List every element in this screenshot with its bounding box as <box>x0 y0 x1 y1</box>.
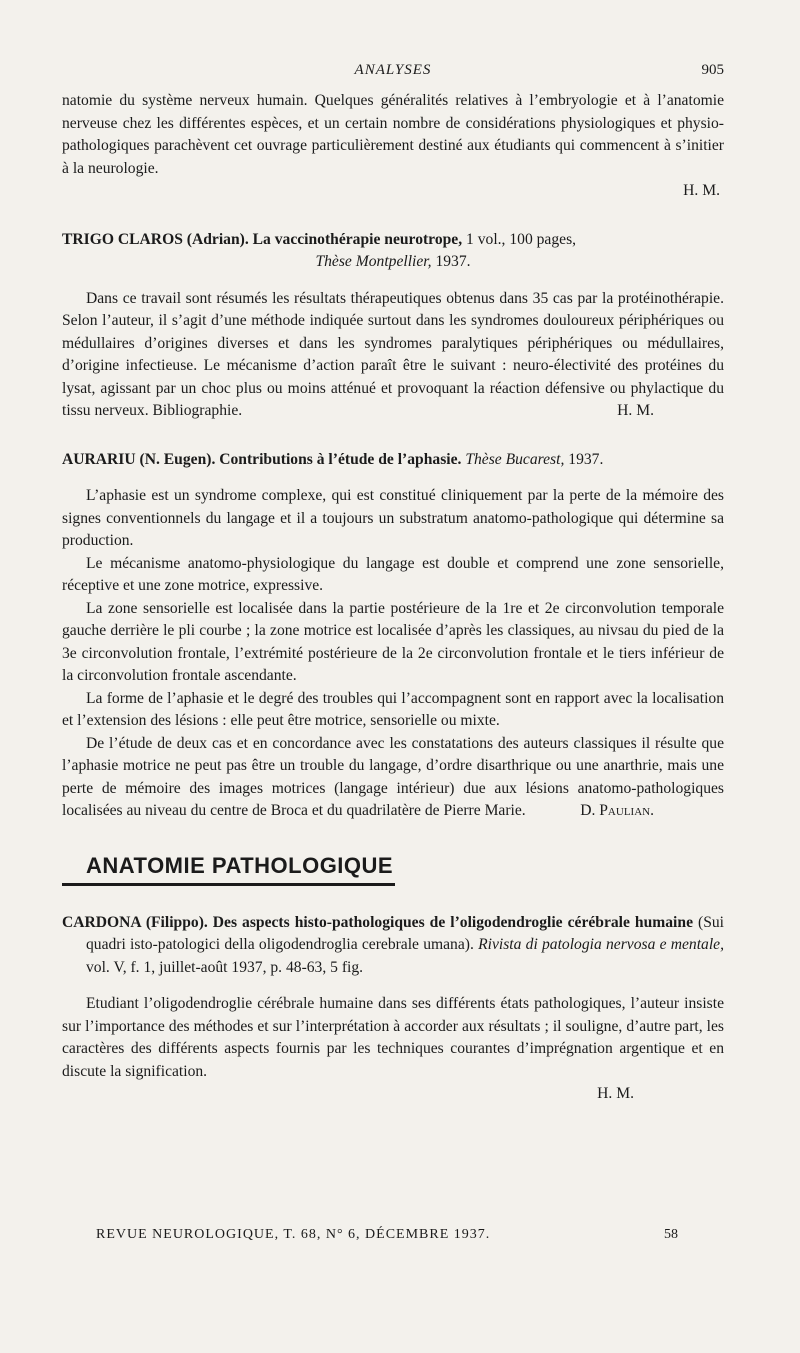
entry-author: AURARIU (N. Eugen). <box>62 450 216 468</box>
paragraph: L’aphasie est un syndrome complexe, qui est constitué cliniquement par la perte de la mémoire des signes conventionnels du langage et il a toujours un substratum anatomo-pathologique qui détermine sa production. <box>62 487 724 549</box>
entry-title: Contributions à l’étude de l’aphasie. <box>219 450 462 468</box>
signature: H. M. <box>617 402 654 419</box>
entry-heading <box>62 912 724 980</box>
entry-text: Etudiant l’oligodendroglie cérébrale humaine dans ses différents états pathologiques, l’auteur insiste sur l’importance des méthodes et sur l’interprétation à accorder aux résultats ; il souligne, d’autre part, les caractères des différents aspects fournis par les techniques courantes d’imprégnation argentique et en discute la signification. <box>62 995 724 1080</box>
entry-translation: (Sui quadri isto-patologici della oligodendroglia cerebrale umana). <box>86 913 724 953</box>
page-footer <box>96 1227 678 1243</box>
paragraph: De l’étude de deux cas et en concordance avec les constatations des auteurs classiques il résulte que l’aphasie motrice ne peut pas être un trouble du langage, d’ordre disarthrique ou une anarthrie, mais une perte de mémoire des images motrices (langage intérieur) due aux lésions anatomo-pathologiques localisées au niveau du centre de Broca et du quadrilatère de Pierre Marie. <box>62 734 724 819</box>
paragraph: Le mécanisme anatomo-physiologique du langage est double et comprend une zone sensorielle, réceptive et une zone motrice, expressive. <box>62 554 724 594</box>
signature: H. M. <box>597 1085 634 1102</box>
sheet-number: 58 <box>664 1227 678 1242</box>
signature: D. Paulian. <box>580 802 654 819</box>
entry-title: La vaccinothérapie neurotrope, <box>252 230 463 248</box>
entry-details: 1 vol., 100 pages, <box>466 230 577 248</box>
entry-text: Dans ce travail sont résumés les résultats thérapeutiques obtenus dans 35 cas par la protéinothérapie. Selon l’auteur, il s’agit d’une méthode indiquée surtout dans les syndromes douloureux périphériques ou médullaires d’origines diverses et dans les syndromes paralytiques périphériques ou médullaires, d’origine infectieuse. Le mécanisme d’action paraît être le suivant : neuro-électivité des protéines du lysat, agissant par un choc plus ou moins atténué et provoquant la réaction défensive ou phylactique du tissu nerveux. Bibliographie. <box>62 289 724 419</box>
entry-title: Des aspects histo-pathologiques de l’oligodendroglie cérébrale humaine <box>212 913 693 931</box>
entry-trigo-claros <box>62 229 724 423</box>
entry-year: 1937. <box>435 253 471 270</box>
entry-source: Thèse Bucarest, <box>465 450 565 468</box>
entry-year: 1937. <box>568 450 604 468</box>
entry-cardona <box>62 912 724 1106</box>
running-head <box>62 62 724 90</box>
page-body <box>62 62 724 1106</box>
running-title: ANALYSES <box>354 62 432 78</box>
entry-details: vol. V, f. 1, juillet-août 1937, p. 48-63, 5 fig. <box>86 958 364 976</box>
entry-aurariu <box>62 449 724 823</box>
entry-source: Thèse Montpellier, <box>315 253 432 270</box>
signature: H. M. <box>683 182 720 199</box>
entry-source: Rivista di patologia nervosa e mentale, <box>478 936 724 953</box>
journal-reference: REVUE NEUROLOGIQUE, T. 68, N° 6, DÉCEMBRE 1937. <box>96 1227 491 1242</box>
entry-heading <box>62 449 724 472</box>
paragraph: La forme de l’aphasie et le degré des troubles qui l’accompagnent sont en rapport avec la localisation et l’extension des lésions : elle peut être motrice, sensorielle ou mixte. <box>62 689 724 729</box>
section-title: ANATOMIE PATHOLOGIQUE <box>62 853 395 886</box>
entry-source-line <box>62 251 724 274</box>
entry-author: CARDONA (Filippo). <box>62 913 208 931</box>
entry-author: TRIGO CLAROS (Adrian). <box>62 230 249 248</box>
page-number: 905 <box>701 62 724 78</box>
paragraph: La zone sensorielle est localisée dans la partie postérieure de la 1re et 2e circonvolution temporale gauche derrière le pli courbe ; la zone motrice est localisée d’après les classiques, au nivsau du pied de la 3e circonvolution frontale, l’extrémité postérieure de la 2e circonvolution frontale et le tiers inférieur de la circonvolution frontale ascendante. <box>62 599 724 684</box>
entry-text: natomie du système nerveux humain. Quelques généralités relatives à l’embryologie et à l’anatomie nerveuse chez les différentes espèces, et un certain nombre de considérations physiologiques et physio-pathologiques parachèvent cet ouvrage particulièrement destiné aux étudiants qui commencent à s’initier à la neurologie. <box>62 92 724 177</box>
entry-continuation <box>62 90 724 203</box>
entry-heading <box>62 229 724 274</box>
